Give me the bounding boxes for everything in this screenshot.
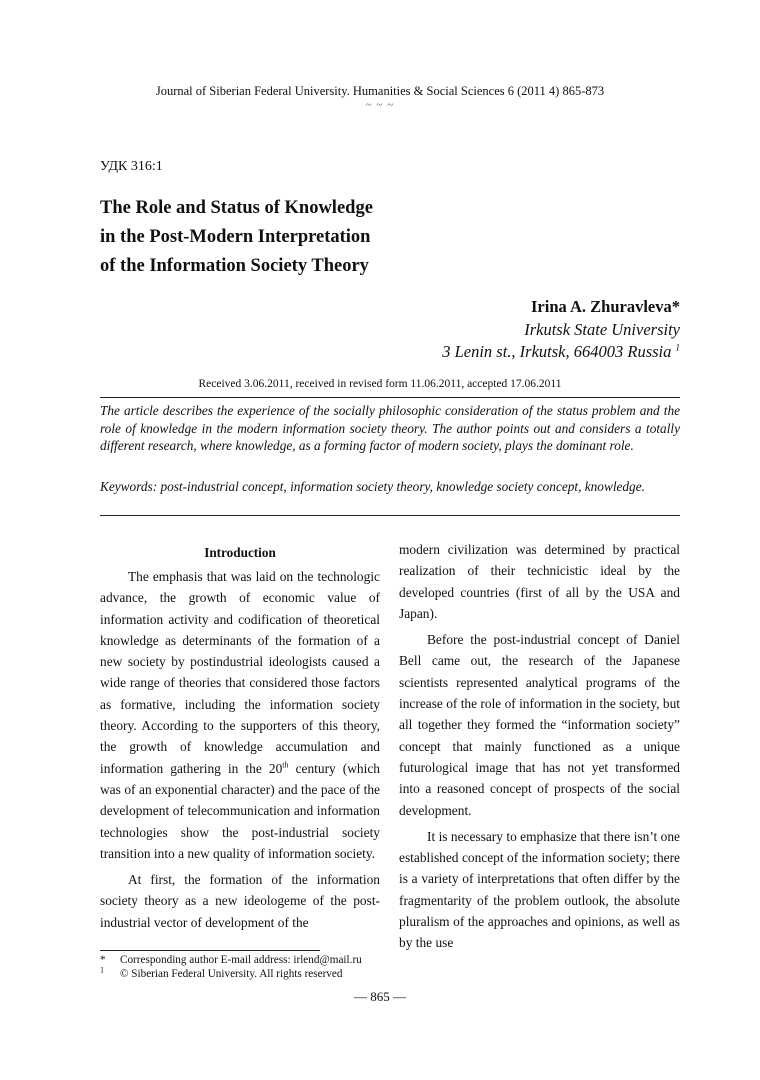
footnote-text: Corresponding author E-mail address: irlend@mail.ru [120, 954, 362, 966]
body-right-column [399, 539, 680, 954]
author-address-line [442, 341, 680, 364]
received-dates: Received 3.06.2011, received in revised form 11.06.2011, accepted 17.06.2011 [198, 378, 562, 390]
footnote [100, 953, 362, 967]
footnote-text: © Siberian Federal University. All rights reserved [120, 968, 343, 980]
address-footnote-mark: 1 [675, 342, 680, 353]
abstract-top-rule [100, 397, 680, 398]
title-line: in the Post-Modern Interpretation [100, 227, 371, 247]
abstract-bottom-rule [100, 515, 680, 516]
title-line: of the Information Society Theory [100, 256, 369, 276]
header-ornament: ~ ~ ~ [365, 99, 395, 111]
body-paragraph [100, 566, 380, 864]
journal-header: Journal of Siberian Federal University. Humanities & Social Sciences 6 (2011 4) 865-873 [155, 84, 605, 98]
footnote-mark: 1 [100, 965, 104, 975]
footnote-rule [100, 950, 320, 951]
author-name: Irina A. Zhuravleva* [531, 297, 680, 316]
footnote-mark: * [100, 954, 106, 966]
paragraph-text: The emphasis that was laid on the technologic advance, the growth of economic value of information activity and codification of theoretical knowledge as determinants of the formation of a new society by postindustrial ideologists caused a wide range of theories that considered those factors as formative, including the information society theory. According to the supporters of this theory, the growth of knowledge accumulation and information gathering in the 20 [100, 569, 380, 776]
page-number: — 865 — [354, 989, 406, 1004]
body-paragraph: At first, the formation of the information society theory as a new ideologeme of the post-industrial vector of development of the [100, 872, 380, 930]
body-paragraph: modern civilization was determined by practical realization of their technicistic ideal by the developed countries (first of all by the USA and Japan). [399, 542, 680, 621]
footnote [100, 967, 342, 981]
article-title [100, 194, 430, 281]
superscript: th [282, 760, 289, 770]
udk-code: УДК 316:1 [100, 159, 163, 174]
author-address: 3 Lenin st., Irkutsk, 664003 Russia [442, 342, 672, 361]
author-affiliation: Irkutsk State University [524, 319, 680, 339]
body-left-column [100, 546, 380, 933]
title-line: The Role and Status of Knowledge [100, 198, 373, 218]
body-paragraph: It is necessary to emphasize that there isn’t one established concept of the information society; there is a variety of interpretations that often differ by the fragmentarity of the problem outlook, the absolute pluralism of the approaches and opinions, as well as by the use [399, 828, 680, 951]
author-block [442, 296, 680, 364]
abstract: The article describes the experience of the socially philosophic consideration of the status problem and the role of knowledge in the modern information society theory. The author points out and considers a totally different research, where knowledge, as a forming factor of modern society, plays the dominant role. [100, 403, 680, 453]
section-heading: Introduction [204, 545, 276, 560]
paragraph-text: century (which was of an exponential character) and the pace of the development of telecommunication and information technologies show the post-industrial society transition into a new quality of information society. [100, 760, 380, 861]
keywords: Keywords: post-industrial concept, information society theory, knowledge society concept, knowledge. [100, 479, 645, 494]
body-paragraph: Before the post-industrial concept of Daniel Bell came out, the research of the Japanese scientists represented analytical programs of the increase of the role of information in the society, but all together they formed the “information society” concept that mainly functioned as a unique futurological image that has not yet transformed into a reasoned concept of prospects of the social development. [399, 632, 680, 818]
